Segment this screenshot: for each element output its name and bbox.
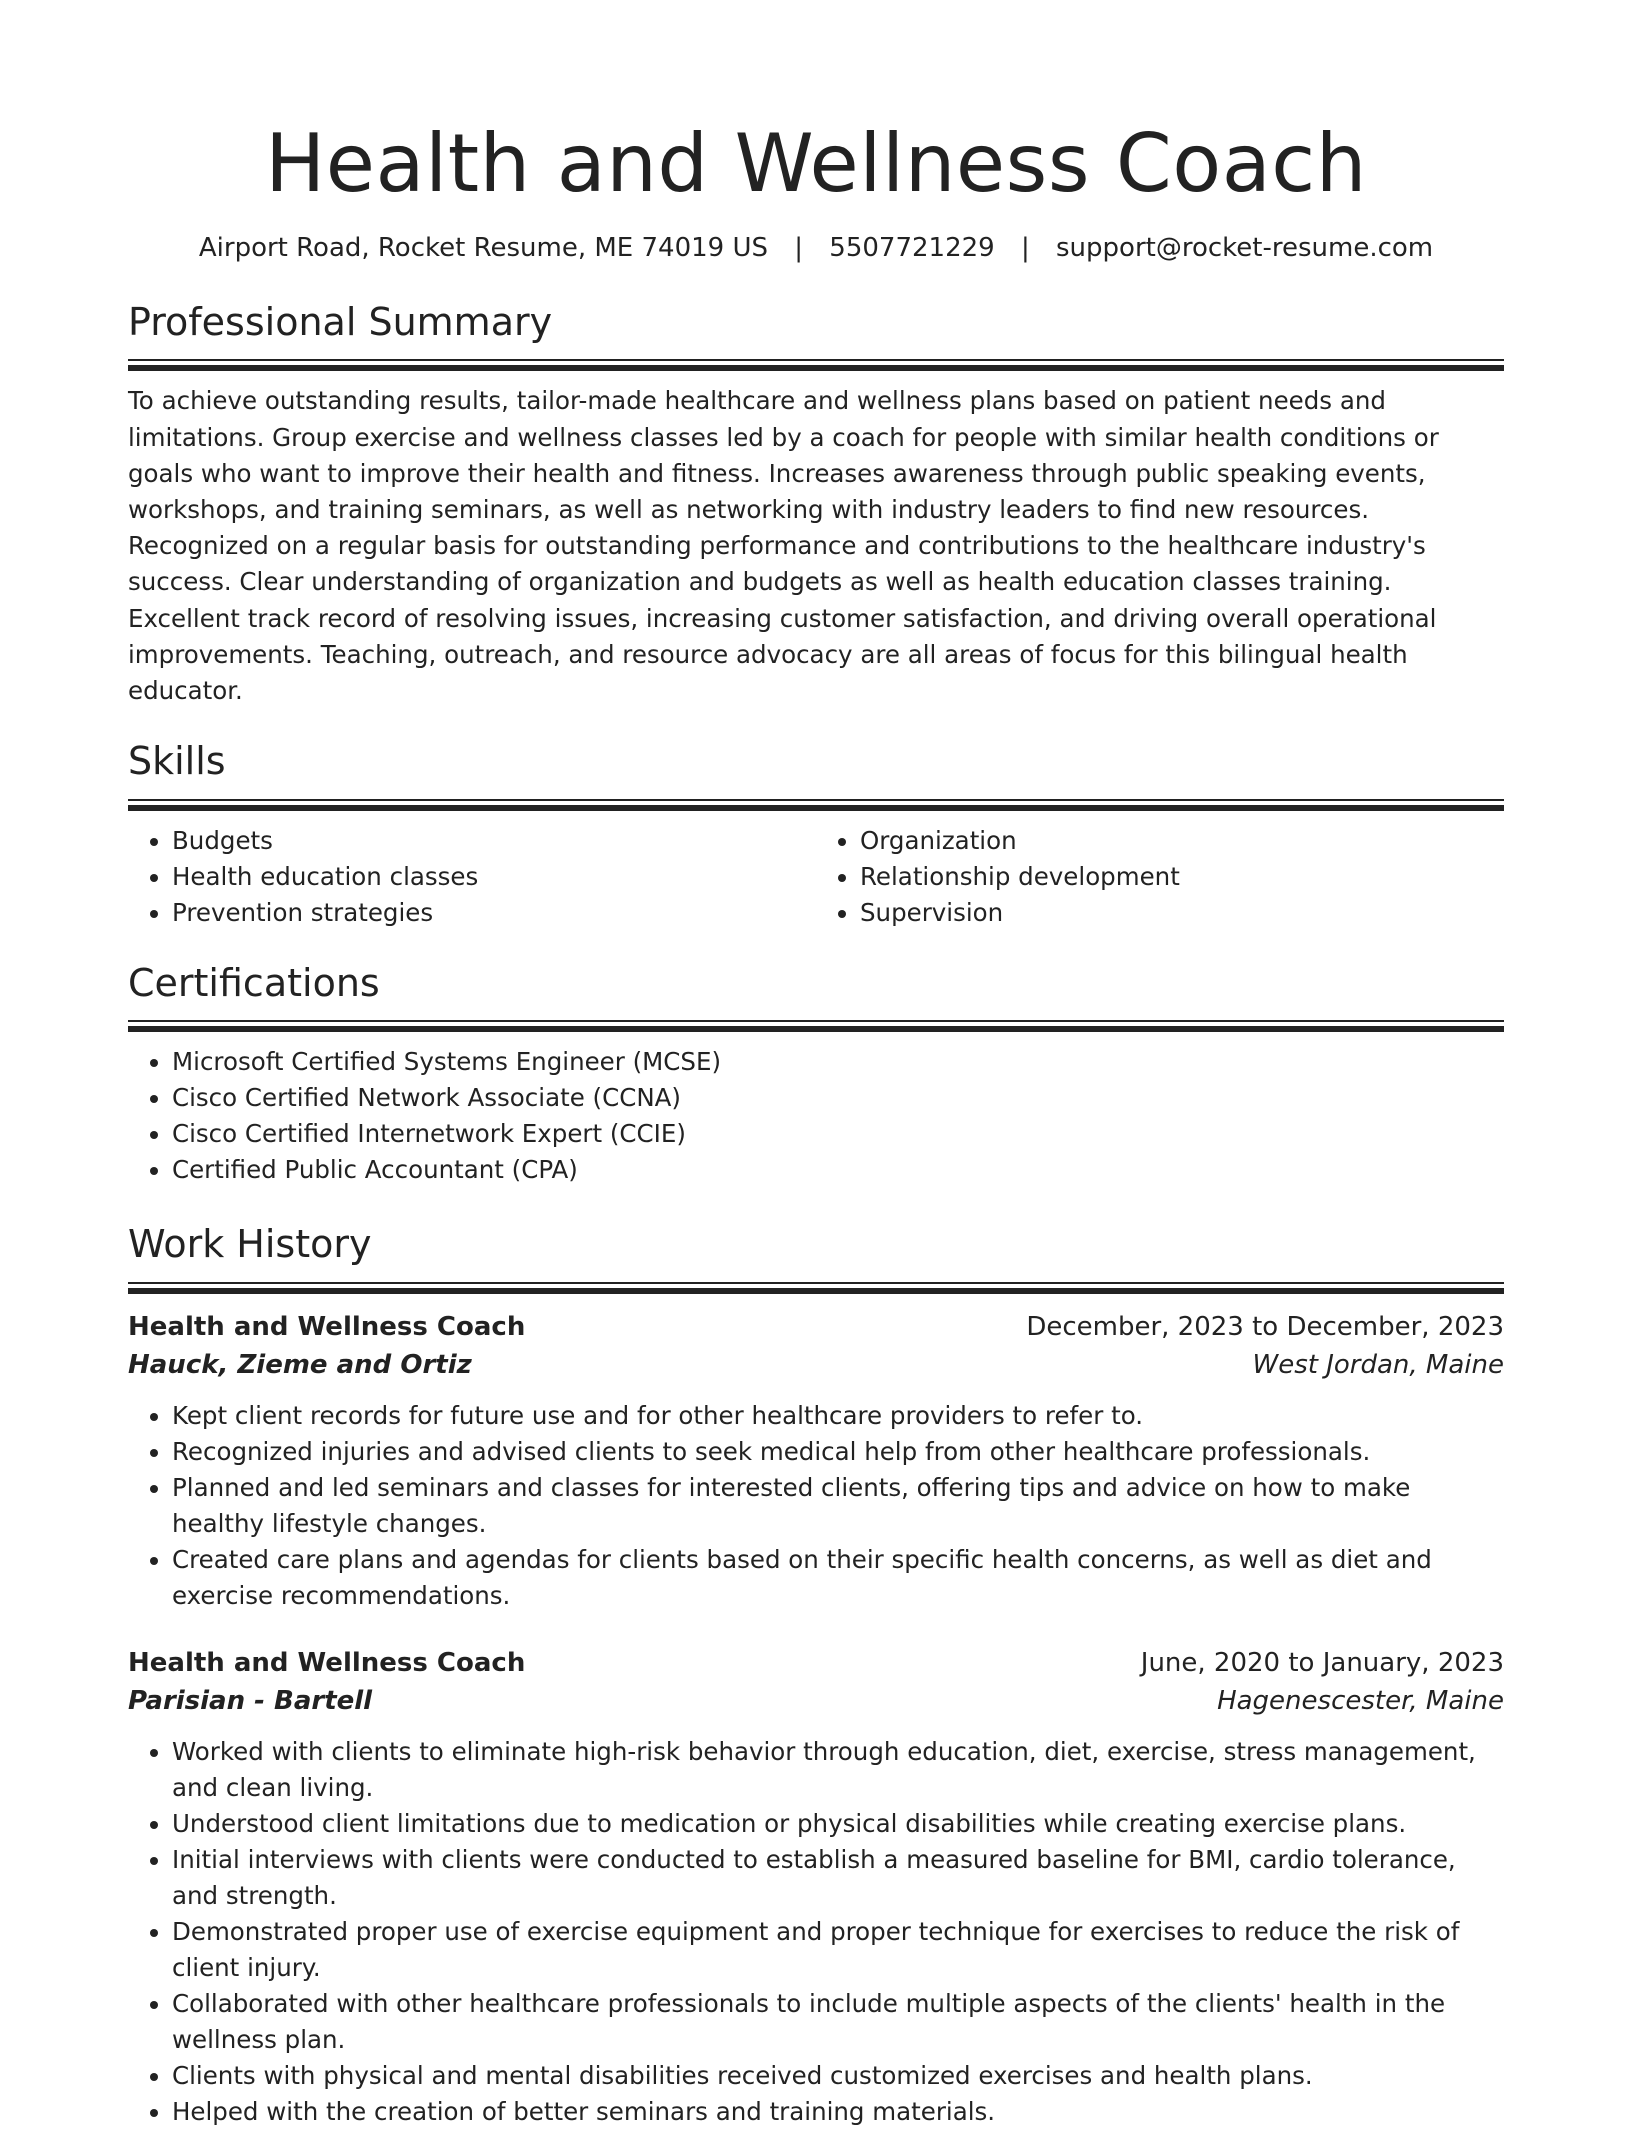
job-subheader-row — [128, 1346, 1504, 1384]
job-bullet: • Recognized injuries and advised clients to seek medical help from other healthcare professionals. — [172, 1434, 1504, 1470]
job-subheader-row — [128, 1682, 1504, 1720]
skill-item: • Budgets — [172, 823, 816, 859]
contact-separator: | — [794, 233, 804, 263]
job-location: Hagenescester, Maine — [1217, 1686, 1504, 1716]
skill-item: • Organization — [860, 823, 1504, 859]
certification-item: • Cisco Certified Internetwork Expert (CCIE) — [172, 1116, 1504, 1152]
job-header-row — [128, 1644, 1504, 1682]
skill-item: • Health education classes — [172, 859, 816, 895]
contact-address: Airport Road, Rocket Resume, ME 74019 US — [198, 233, 768, 263]
certification-item: • Microsoft Certified Systems Engineer (MCSE) — [172, 1044, 1504, 1080]
skill-item: • Relationship development — [860, 859, 1504, 895]
section-title-summary: Professional Summary — [128, 299, 553, 344]
job-entry — [128, 1644, 1504, 2130]
certification-item: • Certified Public Accountant (CPA) — [172, 1152, 1504, 1188]
job-bullet: • Clients with physical and mental disabilities received customized exercises and health plans. — [172, 2058, 1504, 2094]
resume-page — [128, 118, 1504, 2130]
certifications-section — [128, 961, 1504, 1189]
job-bullet: • Created care plans and agendas for clients based on their specific health concerns, as well as diet and exercise recommendations. — [172, 1542, 1504, 1614]
skill-item: • Prevention strategies — [172, 895, 816, 931]
section-divider — [128, 1282, 1504, 1294]
skills-columns — [128, 823, 1504, 931]
job-bullets — [128, 1734, 1504, 2130]
job-location: West Jordan, Maine — [1252, 1350, 1504, 1380]
job-bullet: • Initial interviews with clients were conducted to establish a measured baseline for BMI, cardio tolerance, and strength. — [172, 1842, 1504, 1914]
job-bullet: • Planned and led seminars and classes for interested clients, offering tips and advice on how to make healthy lifestyle changes. — [172, 1470, 1504, 1542]
skills-list-right — [816, 823, 1504, 931]
contact-separator: | — [1020, 233, 1030, 263]
job-title: Health and Wellness Coach — [128, 1312, 526, 1342]
job-title: Health and Wellness Coach — [128, 1648, 526, 1678]
job-bullet: • Collaborated with other healthcare professionals to include multiple aspects of the clients' health in the wellness plan. — [172, 1986, 1504, 2058]
job-bullet: • Demonstrated proper use of exercise equipment and proper technique for exercises to reduce the risk of client injury. — [172, 1914, 1504, 1986]
certifications-list — [128, 1044, 1504, 1188]
job-entry — [128, 1308, 1504, 1614]
section-title-certifications: Certifications — [128, 960, 380, 1005]
job-dates: June, 2020 to January, 2023 — [1140, 1648, 1504, 1678]
skills-list-left — [128, 823, 816, 931]
skills-section — [128, 739, 1504, 931]
job-header-row — [128, 1308, 1504, 1346]
section-title-work-history: Work History — [128, 1222, 372, 1267]
work-history-section — [128, 1222, 1504, 2130]
job-bullets — [128, 1398, 1504, 1614]
job-company: Hauck, Zieme and Ortiz — [128, 1350, 472, 1380]
skill-item: • Supervision — [860, 895, 1504, 931]
resume-name: Health and Wellness Coach — [265, 117, 1367, 210]
contact-line — [128, 232, 1504, 266]
job-company: Parisian - Bartell — [128, 1686, 373, 1716]
job-bullet: • Worked with clients to eliminate high-risk behavior through education, diet, exercise, stress management, and clean living. — [172, 1734, 1504, 1806]
contact-phone: 5507721229 — [829, 233, 995, 263]
job-bullet: • Helped with the creation of better seminars and training materials. — [172, 2094, 1504, 2130]
section-title-skills: Skills — [128, 739, 226, 784]
section-divider — [128, 1020, 1504, 1032]
job-bullet: • Kept client records for future use and for other healthcare providers to refer to. — [172, 1398, 1504, 1434]
section-divider — [128, 799, 1504, 811]
certification-item: • Cisco Certified Network Associate (CCNA) — [172, 1080, 1504, 1116]
summary-text: To achieve outstanding results, tailor-made healthcare and wellness plans based on patient needs and limitations. Group exercise and wellness classes led by a coach for people with similar health conditions or goals who want to improve their health and fitness. Increases awareness through public speaking events, workshops, and training seminars, as well as networking with industry leaders to find new resources. Recognized on a regular basis for outstanding performance and contributions to the healthcare industry's success. Clear understanding of organization and budgets as well as health education classes training. Excellent track record of resolving issues, increasing customer satisfaction, and driving overall operational improvements. Teaching, outreach, and resource advocacy are all areas of focus for this bilingual health educator. — [128, 386, 1439, 706]
job-bullet: • Understood client limitations due to medication or physical disabilities while creating exercise plans. — [172, 1806, 1504, 1842]
job-dates: December, 2023 to December, 2023 — [1026, 1312, 1504, 1342]
summary-section — [128, 300, 1504, 709]
contact-email: support@rocket-resume.com — [1056, 233, 1434, 263]
section-divider — [128, 359, 1504, 371]
